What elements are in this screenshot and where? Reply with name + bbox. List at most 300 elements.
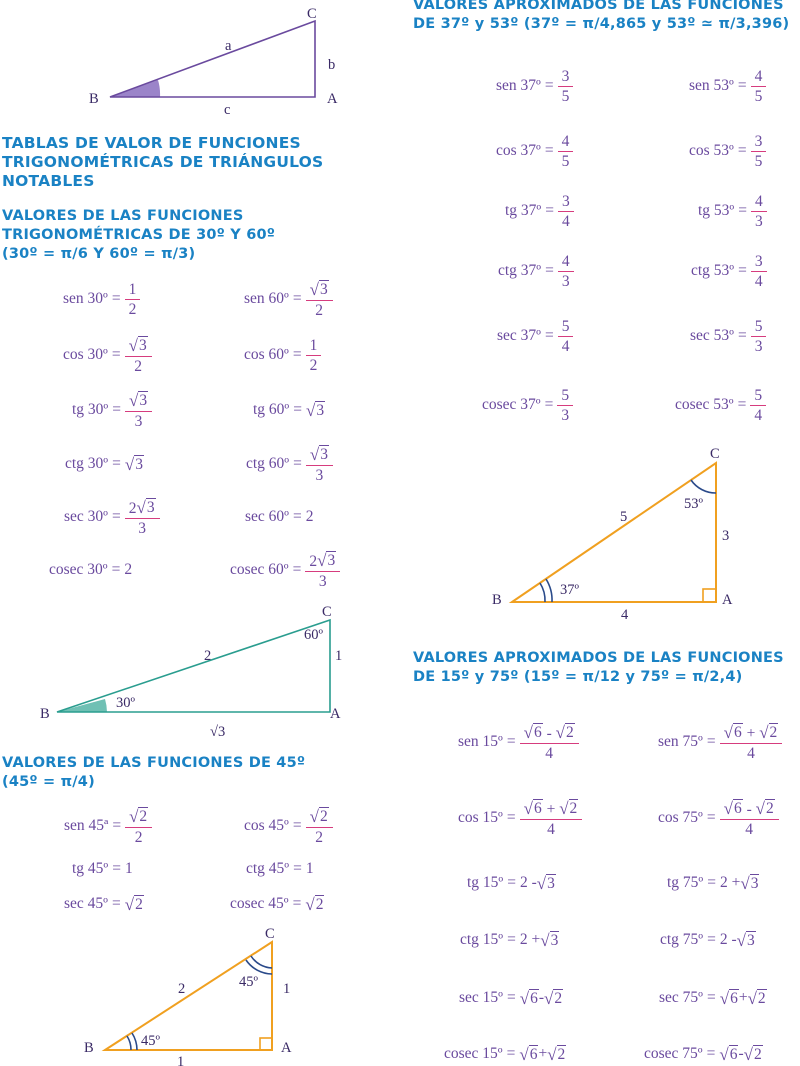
denominator: 4: [754, 406, 763, 424]
sqrt-sign: √: [723, 798, 733, 818]
angle-c-label: 53º: [684, 496, 703, 512]
fraction: [125, 391, 152, 430]
equals-sign: =: [292, 290, 302, 307]
hypotenuse-label: 5: [620, 509, 628, 525]
equals-sign: =: [544, 396, 554, 413]
formula: [660, 931, 756, 949]
denominator: 4: [745, 820, 754, 838]
denominator: 3: [138, 519, 147, 537]
fraction: [306, 337, 322, 374]
angle-c-arc: [251, 956, 272, 968]
sqrt-expression: [759, 723, 778, 741]
function-label: ctg 53º: [691, 262, 735, 279]
fraction: [125, 807, 152, 846]
equals-sign: =: [706, 1045, 716, 1062]
equals-sign: =: [545, 262, 554, 279]
sqrt-sign: √: [743, 1045, 753, 1064]
formula: [49, 561, 132, 579]
sqrt-expression: [524, 723, 543, 741]
function-label: cos 15º: [458, 809, 503, 826]
angle-b-arc-2: [546, 579, 552, 602]
triangle-top-outline: [110, 21, 315, 97]
value: 2 +: [720, 874, 741, 891]
angle-c-label: 45º: [239, 974, 258, 990]
formula: [505, 193, 574, 230]
function-label: cosec 30º: [49, 561, 108, 578]
denominator: 4: [562, 212, 570, 230]
denominator: 2: [128, 300, 137, 318]
denominator: 2: [134, 357, 143, 375]
angle-b-label: 30º: [116, 695, 135, 711]
sqrt-sign: √: [559, 798, 569, 818]
sqrt-expression: [520, 989, 539, 1007]
heading-line: TRIGONOMÉTRICAS DE 30º Y 60º: [2, 227, 276, 243]
sqrt-expression: [537, 874, 556, 892]
sqrt-expression: [310, 280, 329, 298]
sqrt-expression: [306, 401, 325, 419]
sqrt-expression: [136, 498, 155, 516]
radicand: 2: [319, 807, 328, 825]
function-label: sec 60º: [245, 508, 289, 525]
fraction: [751, 318, 767, 355]
function-label: cos 30º: [63, 346, 108, 363]
denominator: 3: [318, 572, 327, 590]
sqrt-sign: √: [544, 989, 554, 1008]
equals-sign: =: [707, 874, 716, 891]
operator: +: [742, 724, 760, 742]
formula: [460, 931, 559, 949]
fraction: [751, 68, 767, 105]
sqrt-expression: [720, 989, 739, 1007]
sqrt-sign: √: [523, 798, 533, 818]
operator: -: [542, 724, 556, 742]
equals-sign: =: [112, 860, 121, 877]
formula: [496, 68, 573, 105]
triangle-top: [89, 6, 338, 118]
denominator: 3: [561, 406, 570, 424]
radicand: 3: [138, 336, 147, 354]
right-angle-mark: [260, 1038, 272, 1050]
sqrt-sign: √: [519, 989, 530, 1008]
formula: [698, 193, 767, 230]
equals-sign: =: [112, 401, 121, 418]
numerator: [520, 723, 579, 744]
radicand: 3: [747, 932, 755, 949]
denominator: 5: [754, 87, 763, 105]
radicand: 2: [769, 723, 778, 741]
radicand: 3: [139, 391, 148, 409]
function-label: sec 45º: [64, 895, 108, 912]
formula: [689, 133, 766, 170]
formula: [458, 723, 579, 762]
equals-sign: =: [111, 895, 121, 912]
adjacent-label: 4: [621, 607, 629, 623]
value: 2 -: [719, 931, 737, 948]
operator: -: [738, 1045, 744, 1062]
function-label: ctg 37º: [498, 262, 542, 279]
radicand: 2: [565, 723, 574, 741]
sqrt-sign: √: [719, 989, 730, 1008]
sqrt-expression: [310, 445, 329, 463]
numerator: 5: [558, 318, 574, 337]
equals-sign: =: [544, 142, 554, 159]
fraction: [751, 133, 767, 170]
opposite-label: 1: [283, 981, 291, 997]
formula: [63, 336, 152, 375]
function-label: cos 60º: [244, 346, 289, 363]
vertex-c-label: C: [307, 6, 317, 22]
radicand: 2: [557, 1046, 566, 1063]
radicand: 6: [529, 1046, 538, 1063]
radicand: 2: [139, 807, 148, 825]
denominator: 3: [315, 466, 324, 484]
equals-sign: =: [506, 989, 516, 1006]
denominator: 2: [134, 828, 143, 846]
formula: [246, 860, 314, 878]
fraction: [558, 68, 574, 105]
sqrt-expression: [540, 931, 559, 949]
equals-sign: =: [292, 895, 302, 912]
fraction: [520, 799, 583, 838]
formula: [65, 455, 144, 473]
hypotenuse-label: 2: [178, 981, 186, 997]
equals-sign: =: [545, 202, 554, 219]
numerator: [125, 391, 152, 412]
vertex-b-label: B: [89, 91, 99, 107]
vertex-c-label: C: [265, 926, 275, 942]
function-label: sen 53º: [689, 77, 734, 94]
radicand: 3: [135, 456, 143, 473]
sqrt-expression: [519, 1045, 538, 1063]
angle-b-label: 37º: [560, 582, 579, 598]
vertex-a-label: A: [327, 91, 338, 107]
formula: [64, 895, 144, 913]
adjacent-label: √3: [210, 724, 226, 740]
sqrt-expression: [724, 723, 743, 741]
function-label: tg 60º: [253, 401, 290, 418]
equals-sign: =: [707, 931, 716, 948]
vertex-c-label: C: [322, 604, 332, 620]
angle-b-arc-2: [132, 1033, 137, 1050]
sqrt-expression: [544, 989, 563, 1007]
formula: [244, 280, 333, 319]
heading-line: (45º = π/4): [2, 774, 95, 790]
sqrt-sign: √: [124, 895, 135, 914]
adjacent-label: 1: [177, 1054, 185, 1066]
formula: [230, 551, 340, 590]
triangle-30-60: [40, 604, 342, 740]
formula: [644, 1045, 763, 1063]
value: 2: [305, 508, 314, 525]
sqrt-sign: √: [555, 722, 565, 742]
main-heading: [2, 134, 323, 191]
function-label: cosec 15º: [444, 1045, 503, 1062]
sqrt-expression: [556, 723, 575, 741]
denominator: 4: [754, 272, 763, 290]
fraction: [125, 336, 152, 375]
formula: [72, 860, 133, 878]
function-label: sec 75º: [659, 989, 703, 1006]
sqrt-sign: √: [128, 335, 138, 355]
denominator: 3: [561, 272, 570, 290]
heading-line: VALORES APROXIMADOS DE LAS FUNCIONES: [413, 650, 784, 666]
radicand: 2: [757, 990, 766, 1007]
denominator: 5: [561, 152, 570, 170]
angle-b-arc: [127, 1036, 131, 1050]
sqrt-sign: √: [305, 895, 315, 914]
formula: [659, 989, 767, 1007]
sqrt-expression: [724, 799, 743, 817]
radicand: 6: [533, 799, 542, 817]
formula: [658, 723, 782, 762]
formula: [230, 895, 324, 913]
equals-sign: =: [738, 202, 747, 219]
equals-sign: =: [737, 142, 747, 159]
fraction: [720, 723, 783, 762]
formula: [497, 318, 573, 355]
radicand: 3: [327, 551, 336, 569]
numerator: 5: [557, 387, 573, 406]
function-label: cos 37º: [496, 142, 541, 159]
sqrt-sign: √: [136, 497, 146, 517]
equals-sign: =: [706, 733, 716, 750]
triangle-37-53: [492, 446, 733, 623]
formula: [63, 281, 140, 318]
fraction: [720, 799, 779, 838]
numerator: [720, 799, 779, 820]
sqrt-expression: [524, 799, 543, 817]
sqrt-sign: √: [523, 722, 533, 742]
fraction: [558, 193, 574, 230]
triangle-37-53-outline: [512, 463, 716, 602]
operator: +: [542, 800, 560, 818]
sqrt-sign: √: [309, 279, 319, 299]
equals-sign: =: [544, 77, 554, 94]
formula: [467, 874, 556, 892]
fraction: [125, 281, 141, 318]
denominator: 3: [134, 412, 143, 430]
side-c-label: c: [224, 102, 231, 118]
formula: [675, 387, 766, 424]
heading-line: DE 37º y 53º (37º = π/4,865 y 53º ≃ π/3,396): [413, 16, 790, 32]
triangle-30-60-outline: [57, 620, 330, 712]
heading-line: TABLAS DE VALOR DE FUNCIONES: [2, 134, 301, 152]
denominator: 3: [754, 337, 763, 355]
numerator: 5: [751, 318, 767, 337]
numerator: [125, 336, 152, 357]
denominator: 3: [755, 212, 763, 230]
denominator: 5: [561, 87, 570, 105]
equals-sign: =: [292, 508, 302, 525]
equals-sign: =: [111, 561, 121, 578]
equals-sign: =: [293, 455, 302, 472]
numerator: [720, 723, 783, 744]
fraction: [306, 445, 333, 484]
radicand: 6: [530, 990, 538, 1007]
sqrt-sign: √: [317, 550, 327, 570]
fraction: [558, 133, 574, 170]
denominator: 2: [315, 828, 324, 846]
equals-sign: =: [507, 874, 516, 891]
formula: [246, 445, 333, 484]
function-label: sec 53º: [690, 327, 734, 344]
numerator: [306, 445, 333, 466]
sqrt-expression: [740, 874, 759, 892]
formula: [482, 387, 573, 424]
equals-sign: =: [506, 809, 516, 826]
equals-sign: =: [112, 455, 121, 472]
numerator: 4: [558, 253, 574, 272]
function-label: sen 30º: [63, 290, 108, 307]
side-a-label: a: [225, 38, 232, 54]
function-label: tg 53º: [698, 202, 735, 219]
fraction: [750, 387, 766, 424]
formula: [72, 391, 152, 430]
numerator: 1: [306, 337, 322, 356]
sqrt-expression: [559, 799, 578, 817]
sqrt-expression: [305, 895, 324, 913]
angle-c-label: 60º: [304, 627, 323, 643]
sqrt-expression: [317, 551, 336, 569]
sqrt-sign: √: [740, 874, 750, 893]
formula: [498, 253, 574, 290]
denominator: 2: [315, 301, 324, 319]
equals-sign: =: [506, 1045, 516, 1062]
radicand: 3: [146, 498, 155, 516]
vertex-a-label: A: [722, 592, 733, 608]
function-label: sen 45ª: [64, 817, 109, 834]
equals-sign: =: [506, 733, 516, 750]
formula: [689, 68, 766, 105]
numerator: [125, 807, 152, 828]
equals-sign: =: [111, 346, 121, 363]
section-heading-37-53: [413, 0, 789, 34]
sqrt-expression: [129, 391, 148, 409]
radicand: 3: [550, 932, 559, 949]
value: 2: [124, 561, 133, 578]
radicand: 2: [554, 990, 563, 1007]
vertex-c-label: C: [710, 446, 720, 462]
numerator: 4: [751, 193, 767, 212]
numerator: [520, 799, 583, 820]
numerator: 3: [751, 253, 767, 272]
formula: [253, 401, 325, 419]
numerator: 4: [558, 133, 574, 152]
fraction: [306, 807, 333, 846]
sqrt-sign: √: [759, 722, 769, 742]
radicand: 3: [316, 402, 325, 419]
denominator: 5: [754, 152, 763, 170]
formula: [244, 337, 321, 374]
formula: [245, 508, 313, 526]
numerator: [305, 551, 340, 572]
formula: [667, 874, 759, 892]
heading-line: DE 15º y 75º (15º = π/12 y 75º = π/2,4): [413, 669, 743, 685]
formula: [64, 498, 160, 537]
equals-sign: =: [293, 401, 302, 418]
numerator: 3: [751, 133, 767, 152]
sqrt-expression: [547, 1045, 566, 1063]
coefficient: 2: [309, 552, 318, 570]
sqrt-sign: √: [309, 806, 319, 826]
formula: [244, 807, 333, 846]
sqrt-expression: [756, 799, 775, 817]
equals-sign: =: [292, 561, 302, 578]
formula: [496, 133, 573, 170]
opposite-label: 1: [335, 648, 343, 664]
function-label: tg 75º: [667, 874, 704, 891]
heading-line: VALORES DE LAS FUNCIONES: [2, 208, 244, 224]
equals-sign: =: [292, 346, 302, 363]
numerator: [306, 280, 333, 301]
radicand: 3: [547, 875, 555, 892]
equals-sign: =: [737, 327, 747, 344]
equals-sign: =: [738, 262, 747, 279]
sqrt-sign: √: [309, 444, 320, 464]
sqrt-expression: [129, 336, 148, 354]
formula: [64, 807, 152, 846]
formula: [459, 989, 563, 1007]
sqrt-sign: √: [723, 722, 733, 742]
operator: -: [742, 800, 756, 818]
denominator: 2: [309, 356, 318, 374]
heading-line: VALORES DE LAS FUNCIONES DE 45º: [2, 755, 306, 771]
equals-sign: =: [706, 989, 716, 1006]
section-heading-30-60: [2, 207, 275, 264]
numerator: 1: [125, 281, 141, 300]
equals-sign: =: [292, 817, 302, 834]
equals-sign: =: [737, 77, 747, 94]
sqrt-sign: √: [306, 401, 316, 420]
sqrt-sign: √: [736, 931, 747, 950]
heading-line: VALORES APROXIMADOS DE LAS FUNCIONES: [413, 0, 784, 13]
denominator: 4: [561, 337, 570, 355]
equals-sign: =: [111, 290, 121, 307]
sqrt-sign: √: [129, 806, 139, 826]
function-label: ctg 45º: [246, 860, 290, 877]
fraction: [751, 253, 767, 290]
operator: -: [538, 989, 544, 1006]
function-label: cosec 53º: [675, 396, 734, 413]
heading-line: TRIGONOMÉTRICAS DE TRIÁNGULOS: [2, 153, 324, 171]
hypotenuse-label: 2: [204, 648, 212, 664]
sqrt-sign: √: [536, 874, 547, 893]
formula: [690, 318, 766, 355]
sqrt-sign: √: [719, 1045, 729, 1064]
angle-c-arc: [691, 480, 716, 493]
function-label: tg 37º: [505, 202, 542, 219]
section-heading-45: [2, 754, 305, 792]
function-label: sen 60º: [244, 290, 289, 307]
operator: +: [738, 989, 748, 1006]
angle-b-label: 45º: [141, 1033, 160, 1049]
denominator: 4: [547, 820, 555, 838]
triangle-45: [84, 926, 292, 1066]
function-label: cosec 75º: [644, 1045, 703, 1062]
sqrt-sign: √: [747, 989, 757, 1008]
sqrt-expression: [129, 807, 148, 825]
formula: [658, 799, 779, 838]
radicand: 6: [733, 723, 742, 741]
equals-sign: =: [111, 508, 121, 525]
heading-line: (30º = π/6 Y 60º = π/3): [2, 246, 196, 262]
fraction: [305, 551, 340, 590]
heading-line: NOTABLES: [2, 172, 95, 190]
side-b-label: b: [328, 57, 336, 73]
fraction: [558, 318, 574, 355]
right-angle-mark: [703, 589, 716, 602]
function-label: tg 45º: [72, 860, 109, 877]
